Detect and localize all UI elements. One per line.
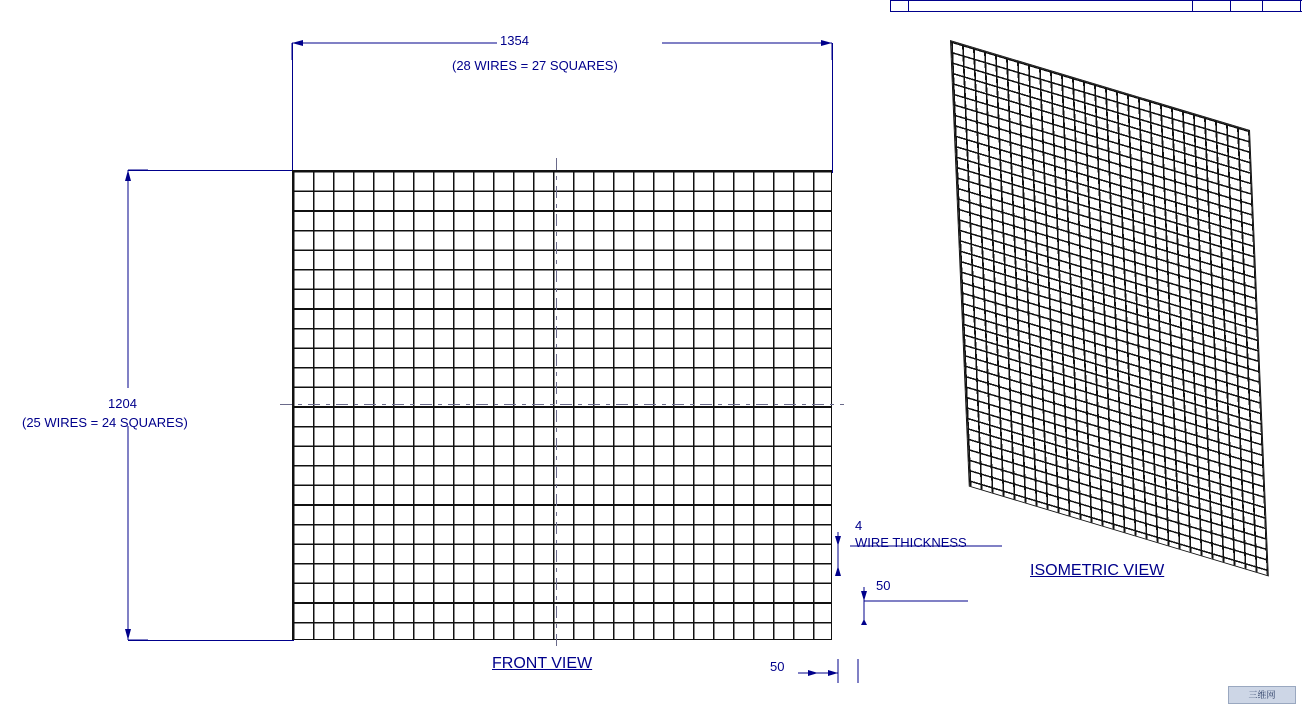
wire-thickness-value: [855, 518, 862, 534]
horizontal-centerline: [280, 404, 844, 405]
title-block-border: [890, 0, 1302, 12]
height-dimension-note: [22, 415, 188, 431]
height-extension-bottom: [128, 640, 294, 641]
front-view-label-text: FRONT VIEW: [492, 655, 593, 672]
width-dimension-note: [452, 58, 618, 74]
wire-thickness-label-text: WIRE THICKNESS: [855, 535, 967, 550]
pitch-vertical-value-text: 50: [876, 578, 891, 593]
pitch-horizontal-value: [770, 659, 784, 675]
width-extension-right: [832, 43, 833, 173]
isometric-view-label: [1030, 562, 1164, 580]
width-dimension: [292, 30, 832, 60]
width-dimension-value: [500, 33, 529, 49]
width-value-text: 1354: [500, 33, 529, 48]
wire-thickness-value-text: 4: [855, 518, 863, 533]
watermark: [1228, 686, 1296, 704]
front-view-mesh: [292, 170, 832, 640]
pitch-vertical-graphics: [850, 575, 970, 625]
isometric-view-label-text: ISOMETRIC VIEW: [1030, 562, 1165, 579]
height-dimension-value: [108, 396, 137, 412]
isometric-view-mesh: [950, 40, 1269, 577]
pitch-horizontal-value-text: 50: [770, 659, 785, 674]
width-note-text: (28 WIRES = 27 SQUARES): [452, 58, 618, 73]
watermark-text: 三维网: [1248, 690, 1276, 700]
pitch-vertical-dimension: [850, 575, 970, 625]
pitch-vertical-value: [876, 578, 890, 594]
width-dimension-graphics: [292, 30, 832, 60]
width-extension-left: [292, 43, 293, 173]
height-value-text: 1204: [108, 396, 137, 411]
vertical-centerline: [556, 158, 557, 652]
front-view-label: [492, 655, 592, 673]
isometric-view: [930, 30, 1290, 550]
height-extension-top: [128, 170, 294, 171]
height-note-text: (25 WIRES = 24 SQUARES): [22, 415, 188, 430]
